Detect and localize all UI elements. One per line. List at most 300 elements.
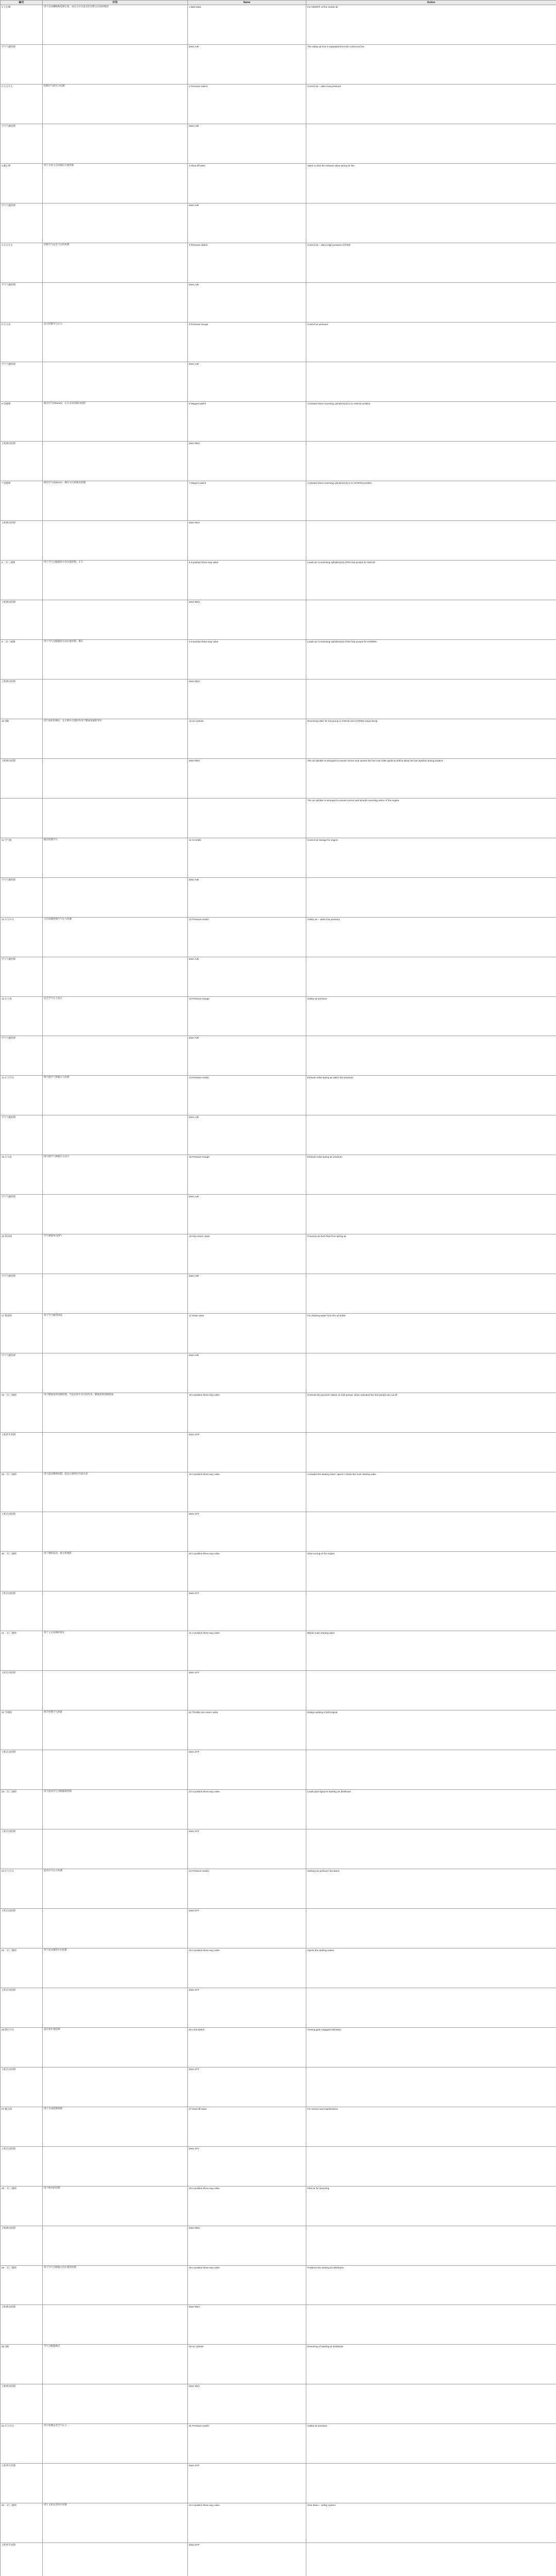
- name-cell: ENG-REV: [188, 441, 306, 481]
- cn-cell: 用于空气瓶的排放: [43, 1314, 188, 1353]
- name-cell: 22 Throttle non-return valve: [188, 1710, 306, 1750]
- table-row: [1, 1274, 556, 1314]
- function-cell: [306, 1988, 556, 2027]
- name-cell: 12 Pressure switch: [188, 917, 306, 957]
- name-cell: ENG-STT: [188, 1591, 306, 1631]
- cn-cell: [43, 600, 188, 639]
- code-cell: 24 压力开关: [1, 1869, 43, 1908]
- function-cell: [306, 2226, 556, 2265]
- cn-cell: 控制空气的压力检测: [43, 84, 188, 124]
- cn-cell: [43, 2464, 188, 2503]
- code-cell: 主机换向控制: [1, 2305, 43, 2345]
- cn-cell: 用于启动操纵和控制主机，由压力开关发出信号给主启动时使用: [43, 5, 188, 45]
- name-cell: 13 Pressure Gauge: [188, 996, 306, 1036]
- cn-cell: [43, 2146, 188, 2186]
- function-cell: [306, 1670, 556, 1710]
- cn-cell: [43, 283, 188, 323]
- code-cell: 4 压力开关: [1, 243, 43, 283]
- table-row: [1, 5, 556, 45]
- cn-cell: 起动空气压力检测: [43, 1869, 188, 1908]
- cn-cell: [43, 1433, 188, 1472]
- function-cell: [306, 1036, 556, 1076]
- code-cell: 18 二位三通阀: [1, 1393, 43, 1433]
- table-row: [1, 2265, 556, 2305]
- name-cell: ENG-AIR: [188, 1353, 306, 1393]
- name-cell: ENG-AIR: [188, 957, 306, 996]
- code-cell: 主机换向控制: [1, 758, 43, 798]
- table-row: [1, 719, 556, 758]
- table-row: [1, 2503, 556, 2543]
- code-cell: 主机停车控制: [1, 1433, 43, 1472]
- function-cell: [306, 283, 556, 323]
- cn-cell: [43, 1988, 188, 2027]
- cn-cell: 用于主启动阀的锁定: [43, 1631, 188, 1671]
- function-cell: [306, 877, 556, 917]
- cn-cell: [43, 1670, 188, 1710]
- name-cell: 19 2-position three-way valve: [188, 1472, 306, 1512]
- table-row: [1, 1314, 556, 1353]
- table-row: [1, 1036, 556, 1076]
- function-cell: Controls the puncture valves on fuel pumps; when activated the fuel pumps are cut off: [306, 1393, 556, 1433]
- table-row: [1, 600, 556, 639]
- function-cell: Activated when reversing cylinders(13) is in ASTERN position: [306, 481, 556, 520]
- code-cell: 21 二位三通阀: [1, 1631, 43, 1671]
- table-row: [1, 1393, 556, 1433]
- function-cell: Control air pressure: [306, 323, 556, 362]
- table-row: [1, 1948, 556, 1988]
- cn-cell: 主启动阀控制空气压力检测: [43, 917, 188, 957]
- table-row: [1, 1631, 556, 1671]
- function-cell: Activated when reversing cylinders(13) is in AHEAD position: [306, 401, 556, 441]
- code-cell: 主机换向控制: [1, 441, 43, 481]
- table-row: [1, 2146, 556, 2186]
- name-cell: 18 2-position three-way valve: [188, 1393, 306, 1433]
- table-row: [1, 481, 556, 520]
- cn-cell: [43, 2067, 188, 2107]
- code-cell: 6 电磁阀: [1, 401, 43, 441]
- code-cell: 主机停车控制: [1, 2464, 43, 2503]
- name-cell: ENG-STT: [188, 2067, 306, 2107]
- cn-cell: [43, 1829, 188, 1869]
- function-cell: [306, 520, 556, 560]
- code-cell: 9 二位三通阀: [1, 639, 43, 679]
- function-cell: [306, 1353, 556, 1393]
- name-cell: 6 Magnet switch: [188, 401, 306, 441]
- cn-cell: 排气阀空气弹簧压力检测: [43, 1076, 188, 1115]
- function-cell: [306, 2146, 556, 2186]
- cn-cell: [43, 758, 188, 798]
- table-row: [1, 362, 556, 402]
- name-cell: ENG-AIR: [188, 362, 306, 402]
- function-cell: [306, 2067, 556, 2107]
- function-cell: [306, 957, 556, 996]
- table-row: [1, 441, 556, 481]
- code-cell: 空气气源控制: [1, 283, 43, 323]
- cn-cell: 用于关闭主启动阀后开通管路: [43, 164, 188, 204]
- name-cell: 31 Pressure switch: [188, 2424, 306, 2464]
- code-cell: 25 二位三通阀: [1, 1948, 43, 1988]
- name-cell: ENG-AIR: [188, 1274, 306, 1314]
- table-row: [1, 1829, 556, 1869]
- name-cell: ENG-AIR: [188, 1036, 306, 1076]
- table-row: [1, 798, 556, 838]
- table-row: [1, 1552, 556, 1591]
- table-row: [1, 1155, 556, 1195]
- function-cell: Control air – alarm high pressure of PWS: [306, 243, 556, 283]
- table-row: [1, 996, 556, 1036]
- code-cell: 主机换向控制: [1, 2226, 43, 2265]
- header-cn: 作用: [43, 1, 188, 5]
- code-cell: 27 截止阀: [1, 2107, 43, 2146]
- code-cell: 20 二位三通阀: [1, 1552, 43, 1591]
- table-body: [1, 5, 556, 2576]
- cn-cell: 用于空气分配器的方向位置控制，正车: [43, 560, 188, 600]
- cn-cell: 用于慢转起动，使主机慢转: [43, 1552, 188, 1591]
- cn-cell: [43, 124, 188, 164]
- table-row: [1, 838, 556, 877]
- name-cell: ENG-STP: [188, 2464, 306, 2503]
- cn-cell: [43, 1195, 188, 1234]
- table-row: [1, 2543, 556, 2576]
- table-row: [1, 1591, 556, 1631]
- cn-cell: [43, 1115, 188, 1155]
- function-cell: Safety air pressure: [306, 996, 556, 1036]
- name-cell: ENG-STT: [188, 1670, 306, 1710]
- cn-cell: 用于起动阀的控制，起动主阀的打开或关闭: [43, 1472, 188, 1512]
- function-cell: For ON/OFF of the control air: [306, 5, 556, 45]
- code-cell: 14 压力开关: [1, 1076, 43, 1115]
- header-name: Name: [188, 1, 306, 5]
- function-cell: Safety air pressure: [306, 2424, 556, 2464]
- function-cell: For service and maintenance: [306, 2107, 556, 2146]
- code-cell: 主机启动控制: [1, 2067, 43, 2107]
- table-row: [1, 323, 556, 362]
- cn-cell: 用于空气分配器方向位置的控制: [43, 2265, 188, 2305]
- name-cell: ENG-REV: [188, 2226, 306, 2265]
- cn-cell: 调节控制空气流量: [43, 1710, 188, 1750]
- function-cell: Pilot air for reversing: [306, 2186, 556, 2226]
- name-cell: 32 2-position three-way valve: [188, 2503, 306, 2543]
- name-cell: 9 2-position three-way valve: [188, 639, 306, 679]
- function-cell: Starting air pressure low alarm: [306, 1869, 556, 1908]
- cn-cell: 换向空气(Ahead)，正车方向的换向控制: [43, 401, 188, 441]
- table-row: [1, 243, 556, 283]
- code-cell: 3 截止阀: [1, 164, 43, 204]
- code-cell: 空气气源控制: [1, 45, 43, 84]
- cn-cell: [43, 877, 188, 917]
- function-cell: [306, 2305, 556, 2345]
- name-cell: ENG-REV: [188, 2384, 306, 2424]
- name-cell: 20 2-position three-way valve: [188, 1552, 306, 1591]
- table-row: [1, 1472, 556, 1512]
- code-cell: 23 二位三通阀: [1, 1789, 43, 1829]
- function-cell: [306, 124, 556, 164]
- table-row: [1, 84, 556, 124]
- cn-cell: [43, 441, 188, 481]
- code-cell: 26 限位开关: [1, 2027, 43, 2067]
- table-row: [1, 2027, 556, 2067]
- table-row: [1, 1115, 556, 1155]
- table-row: [1, 520, 556, 560]
- name-cell: 5 Pressure Gauge: [188, 323, 306, 362]
- table-row: [1, 2384, 556, 2424]
- header-function: Action: [306, 1, 556, 5]
- name-cell: ENG-STP: [188, 2543, 306, 2576]
- code-cell: 32 二位三通阀: [1, 2503, 43, 2543]
- name-cell: 3 Shut-off valve: [188, 164, 306, 204]
- name-cell: 4 Pressure switch: [188, 243, 306, 283]
- function-cell: Slow turning of the engine: [306, 1552, 556, 1591]
- table-row: [1, 1710, 556, 1750]
- code-cell: 主机换向控制: [1, 679, 43, 719]
- code-cell: 8 二位三通阀: [1, 560, 43, 600]
- cn-cell: 用于换向的控制: [43, 2186, 188, 2226]
- cn-cell: 空气弹簧单向供气: [43, 1234, 188, 1274]
- code-cell: 主机换向控制: [1, 2384, 43, 2424]
- code-cell: 空气气源控制: [1, 1115, 43, 1155]
- table-row: [1, 401, 556, 441]
- name-cell: 7 Magnet switch: [188, 481, 306, 520]
- table-row: [1, 1353, 556, 1393]
- table-row: [1, 877, 556, 917]
- code-cell: 主机启动控制: [1, 1988, 43, 2027]
- code-cell: 空气气源控制: [1, 204, 43, 243]
- function-cell: Turning gear engaged indication: [306, 2027, 556, 2067]
- table-row: [1, 124, 556, 164]
- table-row: [1, 1750, 556, 1789]
- function-cell: [306, 1115, 556, 1155]
- function-cell: Activates the starting valve; opens / closes the main starting valve: [306, 1472, 556, 1512]
- function-cell: [306, 2384, 556, 2424]
- name-cell: ENG-AIR: [188, 1115, 306, 1155]
- cn-cell: [43, 1591, 188, 1631]
- table-row: [1, 679, 556, 719]
- code-cell: 12 压力开关: [1, 917, 43, 957]
- function-cell: [306, 2543, 556, 2576]
- table-row: [1, 283, 556, 323]
- function-cell: Valve to shut the exhaust valve spring air line: [306, 164, 556, 204]
- cn-cell: 用于关闭控制管路: [43, 2107, 188, 2146]
- table-row: [1, 1908, 556, 1948]
- code-cell: 28 二位三通阀: [1, 2186, 43, 2226]
- cn-cell: 安全空气压力显示: [43, 996, 188, 1036]
- code-cell: 29 二位三通阀: [1, 2265, 43, 2305]
- function-cell: The air cylinder is arranged to ensure correct and smooth reversing action of the engine: [306, 798, 556, 838]
- function-cell: Prevents air back flow from spring air: [306, 1234, 556, 1274]
- table-header-row: [1, 1, 556, 5]
- code-cell: 7 电磁阀: [1, 481, 43, 520]
- table-row: [1, 2186, 556, 2226]
- code-cell: 空气气源控制: [1, 1036, 43, 1076]
- function-cell: The safety air line is separated from the control air line.: [306, 45, 556, 84]
- code-cell: 空气气源控制: [1, 1353, 43, 1393]
- function-cell: [306, 2464, 556, 2503]
- cn-cell: [43, 2226, 188, 2265]
- table-row: [1, 1195, 556, 1234]
- table-row: [1, 2345, 556, 2384]
- cn-cell: 用于检测安全空气压力: [43, 2424, 188, 2464]
- name-cell: 23 2-position three-way valve: [188, 1789, 306, 1829]
- code-cell: 空气气源控制: [1, 124, 43, 164]
- code-cell: 主机启动控制: [1, 1670, 43, 1710]
- function-cell: Safety air – alarm low pressure: [306, 917, 556, 957]
- table-row: [1, 2464, 556, 2503]
- name-cell: ENG-STT: [188, 1829, 306, 1869]
- header-code: 编号: [1, 1, 43, 5]
- name-cell: ENG-STP: [188, 1433, 306, 1472]
- code-cell: 主机启动控制: [1, 1750, 43, 1789]
- cn-cell: [43, 2384, 188, 2424]
- function-cell: Positions the starting air distributor: [306, 2265, 556, 2305]
- cn-cell: 用于燃油泵的切断控制，当发出停车信号时作用，燃油泵被切断供油: [43, 1393, 188, 1433]
- code-cell: 2 压力开关: [1, 84, 43, 124]
- code-cell: 空气气源控制: [1, 1274, 43, 1314]
- function-cell: [306, 1433, 556, 1472]
- cn-cell: [43, 362, 188, 402]
- function-cell: Exhaust valve spring air pressure: [306, 1155, 556, 1195]
- name-cell: ENG-AIR: [188, 877, 306, 917]
- table-row: [1, 758, 556, 798]
- code-cell: 主机启动控制: [1, 1512, 43, 1552]
- cn-cell: 储存控制空气: [43, 838, 188, 877]
- function-cell: Reversing of starting air distributor: [306, 2345, 556, 2384]
- code-cell: [1, 798, 43, 838]
- name-cell: ENG-AIR: [188, 204, 306, 243]
- cn-cell: 显示控制空气压力: [43, 323, 188, 362]
- name-cell: 25 2-position three-way valve: [188, 1948, 306, 1988]
- function-cell: Control air storage for engine: [306, 838, 556, 877]
- code-cell: 空气气源控制: [1, 362, 43, 402]
- table-row: [1, 957, 556, 996]
- name-cell: 27 Shut-off valve: [188, 2107, 306, 2146]
- code-cell: 5 压力表: [1, 323, 43, 362]
- name-cell: ENG-AIR: [188, 283, 306, 323]
- name-cell: 24 Pressure switch: [188, 1869, 306, 1908]
- cn-cell: 空气分配器换向: [43, 2345, 188, 2384]
- function-cell: [306, 1829, 556, 1869]
- code-cell: 1 主启阀: [1, 5, 43, 45]
- code-cell: 13 压力表: [1, 996, 43, 1036]
- name-cell: ENG-REV: [188, 758, 306, 798]
- name-cell: 15 Pressure Gauge: [188, 1155, 306, 1195]
- name-cell: ENG-REV: [188, 679, 306, 719]
- cn-cell: [43, 520, 188, 560]
- function-cell: [306, 441, 556, 481]
- table-row: [1, 1076, 556, 1115]
- function-cell: Leads pilot signal to starting air distributor: [306, 1789, 556, 1829]
- name-cell: ENG-STT: [188, 1750, 306, 1789]
- code-cell: 30 油缸: [1, 2345, 43, 2384]
- code-cell: 主机启动控制: [1, 1908, 43, 1948]
- cn-cell: [43, 2305, 188, 2345]
- code-cell: 17 排放阀: [1, 1314, 43, 1353]
- function-cell: [306, 204, 556, 243]
- name-cell: ENG-STT: [188, 1512, 306, 1552]
- table-row: [1, 164, 556, 204]
- name-cell: ENG-AIR: [188, 45, 306, 84]
- code-cell: 主机换向控制: [1, 600, 43, 639]
- function-cell: Blocks main starting valve: [306, 1631, 556, 1671]
- function-cell: Shut down – safety system: [306, 2503, 556, 2543]
- cn-cell: 控制空气安全气压的检测: [43, 243, 188, 283]
- cn-cell: 用于起动空气分配器的控制: [43, 1789, 188, 1829]
- table-row: [1, 1512, 556, 1552]
- function-cell: [306, 600, 556, 639]
- name-cell: ENG-REV: [188, 2305, 306, 2345]
- code-cell: 主机换向控制: [1, 520, 43, 560]
- code-cell: 15 压力表: [1, 1155, 43, 1195]
- table-row: [1, 204, 556, 243]
- function-cell: Delays venting of pilot signal: [306, 1710, 556, 1750]
- code-cell: 主机启动控制: [1, 1591, 43, 1631]
- name-cell: ENG-AIR: [188, 124, 306, 164]
- table-row: [1, 45, 556, 84]
- function-cell: [306, 1908, 556, 1948]
- code-cell: 空气气源控制: [1, 957, 43, 996]
- name-cell: 26 Limit switch: [188, 2027, 306, 2067]
- name-cell: 11 Air bottle: [188, 838, 306, 877]
- name-cell: 28 2-position three-way valve: [188, 2186, 306, 2226]
- name-cell: 16 Non-return valve: [188, 1234, 306, 1274]
- name-cell: ENG-STT: [188, 1988, 306, 2027]
- function-cell: [306, 1195, 556, 1234]
- table-row: [1, 2424, 556, 2464]
- cn-cell: [43, 1036, 188, 1076]
- code-cell: 22 节流阀: [1, 1710, 43, 1750]
- code-cell: 19 二位三通阀: [1, 1472, 43, 1512]
- table-row: [1, 2226, 556, 2265]
- code-cell: 主机启动控制: [1, 1829, 43, 1869]
- cn-cell: [43, 204, 188, 243]
- cn-cell: 用于空气分配器的方向位置控制，倒车: [43, 639, 188, 679]
- cn-cell: [43, 1750, 188, 1789]
- code-cell: 31 压力开关: [1, 2424, 43, 2464]
- name-cell: ENG-REV: [188, 520, 306, 560]
- name-cell: 8 2-position three-way valve: [188, 560, 306, 600]
- cn-cell: 用于油泵的换向，在正倒车位置时作用于燃油泵滚轮导块: [43, 719, 188, 758]
- table-row: [1, 639, 556, 679]
- name-cell: 29 2-position three-way valve: [188, 2265, 306, 2305]
- name-cell: 30 Air cylinder: [188, 2345, 306, 2384]
- cn-cell: 排气阀空气弹簧压力显示: [43, 1155, 188, 1195]
- cn-cell: [43, 798, 188, 838]
- table-row: [1, 2067, 556, 2107]
- function-cell: Reversing roller for fuel pump in AHEAD and ASTERN respectively: [306, 719, 556, 758]
- cn-cell: [43, 957, 188, 996]
- name-cell: 1 Ball valve: [188, 5, 306, 45]
- code-cell: 16 单向阀: [1, 1234, 43, 1274]
- table-row: [1, 1670, 556, 1710]
- name-cell: ENG-STT: [188, 1908, 306, 1948]
- cn-cell: 盘车机位置检测: [43, 2027, 188, 2067]
- code-cell: 主机停车控制: [1, 2543, 43, 2576]
- cn-cell: 用于主机安全停车控制: [43, 2503, 188, 2543]
- table-row: [1, 1988, 556, 2027]
- name-cell: ENG-STT: [188, 2146, 306, 2186]
- name-cell: ENG-AIR: [188, 1195, 306, 1234]
- function-cell: For draining water from the air bottle: [306, 1314, 556, 1353]
- cn-cell: [43, 45, 188, 84]
- function-cell: [306, 362, 556, 402]
- function-cell: [306, 1274, 556, 1314]
- function-cell: Opens the starting valves: [306, 1948, 556, 1988]
- table-row: [1, 1433, 556, 1472]
- cn-cell: [43, 1512, 188, 1552]
- function-cell: Leads air to reversing cylinders(13) of the fuel pumps for AHEAD: [306, 560, 556, 600]
- name-cell: [188, 798, 306, 838]
- name-cell: 21 2-position three-way valve: [188, 1631, 306, 1671]
- name-cell: 17 Drain valve: [188, 1314, 306, 1353]
